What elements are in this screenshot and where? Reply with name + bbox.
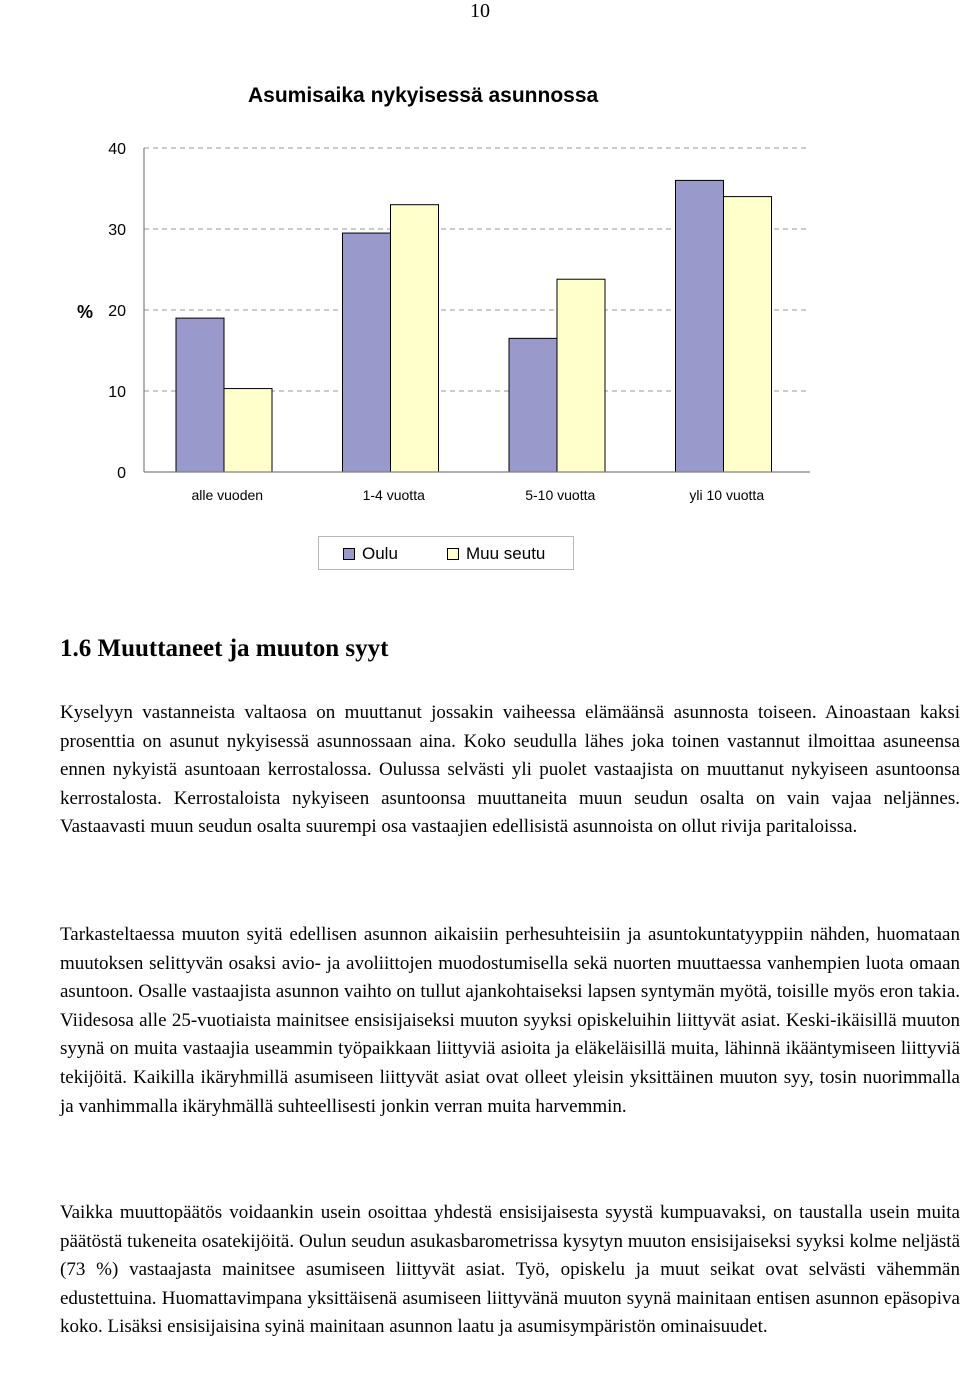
paragraph-2: Tarkasteltaessa muuton syitä edellisen asunnon aikaisiin perhesuhteisiin ja asuntokuntatyyppiin nähden, huomataan muutoksen selittyvän osaksi avio- ja avoliittojen muodostumisella sekä nuorten muuttaessa vanhempien luota omaan asuntoon. Osalle vastaajista asunnon vaihto on tullut ajankohtaiseksi lapsen syntymän myötä, toisille myös eron takia. Viidesosa alle 25-vuotiaista mainitsee ensisijaiseksi muuton syyksi opiskeluihin liittyvät asiat. Keski-ikäisillä muuton syynä on muita vastaajia useammin työpaikkaan liittyviä asioita ja eläkeläisillä muita, lähinnä ikääntymiseen liittyviä tekijöitä. Kaikilla ikäryhmillä asumiseen liittyvät asiat ovat olleet yleisin yksittäinen muuton syy, tosin nuorimmalla ja vanhimmalla ikäryhmällä suhteellisesti jonkin verran muita harvemmin. bbox=[60, 924, 960, 1117]
y-axis-label: % bbox=[76, 302, 94, 322]
bar-oulu-1 bbox=[343, 233, 391, 472]
x-tick-label: 5-10 vuotta bbox=[525, 487, 596, 503]
bar-muu-seutu-3 bbox=[724, 197, 772, 472]
bar-muu-seutu-0 bbox=[224, 389, 272, 472]
y-tick-label: 0 bbox=[117, 465, 126, 482]
legend-swatch-oulu bbox=[343, 548, 355, 560]
bar-muu-seutu-1 bbox=[391, 205, 439, 472]
chart-legend bbox=[318, 536, 574, 570]
legend-item-oulu bbox=[343, 537, 398, 571]
x-tick-label: alle vuoden bbox=[191, 487, 264, 503]
y-tick-label: 20 bbox=[108, 303, 126, 320]
bar-chart bbox=[0, 0, 960, 600]
bar-oulu-3 bbox=[676, 180, 724, 472]
y-tick-label: 40 bbox=[108, 141, 126, 158]
bar-oulu-0 bbox=[176, 318, 224, 472]
paragraph-3: Vaikka muuttopäätös voidaankin usein osoittaa yhdestä ensisijaisesta syystä kumpuavaksi, on taustalla usein muita päätöstä tukeneita osatekijöitä. Oulun seudun asukasbarometrissa kysytyn muuton ensisijaiseksi syyksi kolme neljästä (73 %) vastaajasta mainitsee asumiseen liittyvät asiat. Työ, opiskelu ja muut seikat ovat selvästi vähemmän edustettuina. Huomattavimpana yksittäisenä asumiseen liittyvänä muuton syynä mainitaan entisen asunnon epäsopiva koko. Lisäksi ensisijaisina syinä mainitaan asunnon laatu ja asumisympäristön ominaisuudet. bbox=[60, 1202, 960, 1338]
page-number: 10 bbox=[470, 0, 490, 22]
legend-item-muu-seutu bbox=[447, 537, 545, 571]
x-tick-label: yli 10 vuotta bbox=[689, 487, 765, 503]
bar-oulu-2 bbox=[509, 338, 557, 472]
section-heading: 1.6 Muuttaneet ja muuton syyt bbox=[60, 635, 389, 662]
paragraph-1: Kyselyyn vastanneista valtaosa on muuttanut jossakin vaiheessa elämäänsä asunnosta toiseen. Ainoastaan kaksi prosenttia on asunut nykyisessä asunnossaan aina. Koko seudulla lähes joka toinen vastannut ilmoittaa asuneensa ennen nykyistä asuntoaan kerrostalossa. Oulussa selvästi yli puolet vastaajista on muuttanut nykyiseen asuntoonsa kerrostalosta. Kerrostaloista nykyiseen asuntoonsa muuttaneita muun seudun osalta on vain vajaa neljännes. Vastaavasti muun seudun osalta suurempi osa vastaajien edellisistä asunnoista on ollut rivija paritaloissa. bbox=[60, 702, 960, 838]
legend-swatch-muu-seutu bbox=[447, 548, 459, 560]
legend-label-muu-seutu: Muu seutu bbox=[466, 544, 546, 563]
y-tick-label: 30 bbox=[108, 222, 126, 239]
y-tick-label: 10 bbox=[108, 384, 126, 401]
bars bbox=[176, 180, 772, 472]
chart-title: Asumisaika nykyisessä asunnossa bbox=[248, 84, 599, 107]
legend-label-oulu: Oulu bbox=[362, 544, 398, 563]
x-tick-label: 1-4 vuotta bbox=[362, 487, 425, 503]
bar-muu-seutu-2 bbox=[557, 279, 605, 472]
